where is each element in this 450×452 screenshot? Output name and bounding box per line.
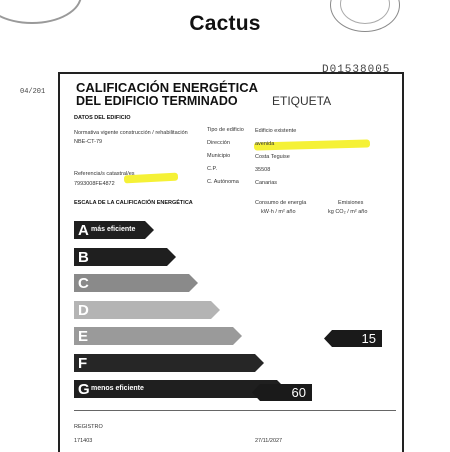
rating-bar-shape-d (74, 301, 220, 319)
field-label-0: Tipo de edificio (207, 127, 244, 133)
rating-bar-a (74, 221, 154, 239)
scale-title: ESCALA DE LA CALIFICACIÓN ENERGÉTICA (74, 200, 193, 206)
energy-value-marker (252, 384, 312, 401)
label-type: ETIQUETA (272, 94, 332, 108)
rating-bar-f (74, 354, 264, 372)
rating-letter-a: A (78, 222, 89, 239)
rating-letter-g: G (78, 381, 90, 398)
cadastral-value: 7993008FE4872 (74, 181, 115, 187)
registry-divider (74, 410, 396, 411)
field-value-1: avenida (255, 141, 275, 147)
building-data-title: DATOS DEL EDIFICIO (74, 115, 131, 121)
field-value-0: Edificio existente (255, 128, 297, 134)
field-label-2: Municipio (207, 153, 231, 159)
label-heading-line2: DEL EDIFICIO TERMINADO (76, 94, 238, 108)
rating-bar-shape-f (74, 354, 264, 372)
emissions-column-label: Emisiones (338, 200, 364, 206)
rating-bar-e (74, 327, 242, 345)
serial-number: D01538005 (322, 64, 391, 76)
registry-number: 171403 (74, 438, 93, 444)
rating-sublabel-g: menos eficiente (91, 385, 144, 392)
emissions-column-unit: kg CO₂ / m² año (328, 209, 368, 215)
field-value-2: Costa Teguise (255, 154, 290, 160)
rating-letter-b: B (78, 248, 89, 266)
energy-column-label: Consumo de energía (255, 200, 307, 206)
rating-letter-e: E (78, 328, 89, 345)
regulation-label: Normativa vigente construcción / rehabilitación (74, 130, 188, 136)
rating-letter-d: D (78, 301, 89, 319)
rating-sublabel-a: más eficiente (91, 226, 136, 233)
rating-letter-f: F (78, 354, 88, 372)
rating-bar-b (74, 248, 176, 266)
rating-bar-shape-e (74, 327, 242, 345)
field-value-3: 35508 (255, 167, 271, 173)
field-label-4: C. Autónoma (207, 179, 239, 185)
registry-date: 27/11/2027 (255, 438, 283, 444)
field-label-1: Dirección (207, 140, 230, 146)
label-heading-line1: CALIFICACIÓN ENERGÉTICA (76, 80, 258, 95)
emissions-value: 15 (361, 331, 376, 346)
rating-bar-d (74, 301, 220, 319)
rating-bar-c (74, 274, 198, 292)
rating-bar-shape-b (74, 248, 176, 266)
cadastral-label: Referencia/s catastral/es (74, 171, 135, 177)
rating-bar-shape-c (74, 274, 198, 292)
emissions-value-marker (324, 330, 382, 347)
energy-column-unit: kW·h / m² año (261, 209, 296, 215)
field-value-4: Canarias (255, 180, 278, 186)
regulation-value: NBE-CT-79 (74, 139, 103, 145)
registry-label: REGISTRO (74, 424, 103, 430)
rating-letter-c: C (78, 275, 89, 292)
field-label-3: C.P. (207, 166, 217, 172)
energy-value: 60 (291, 385, 306, 400)
side-date: 04/201 (20, 88, 46, 96)
document-title: Cactus (189, 12, 261, 35)
